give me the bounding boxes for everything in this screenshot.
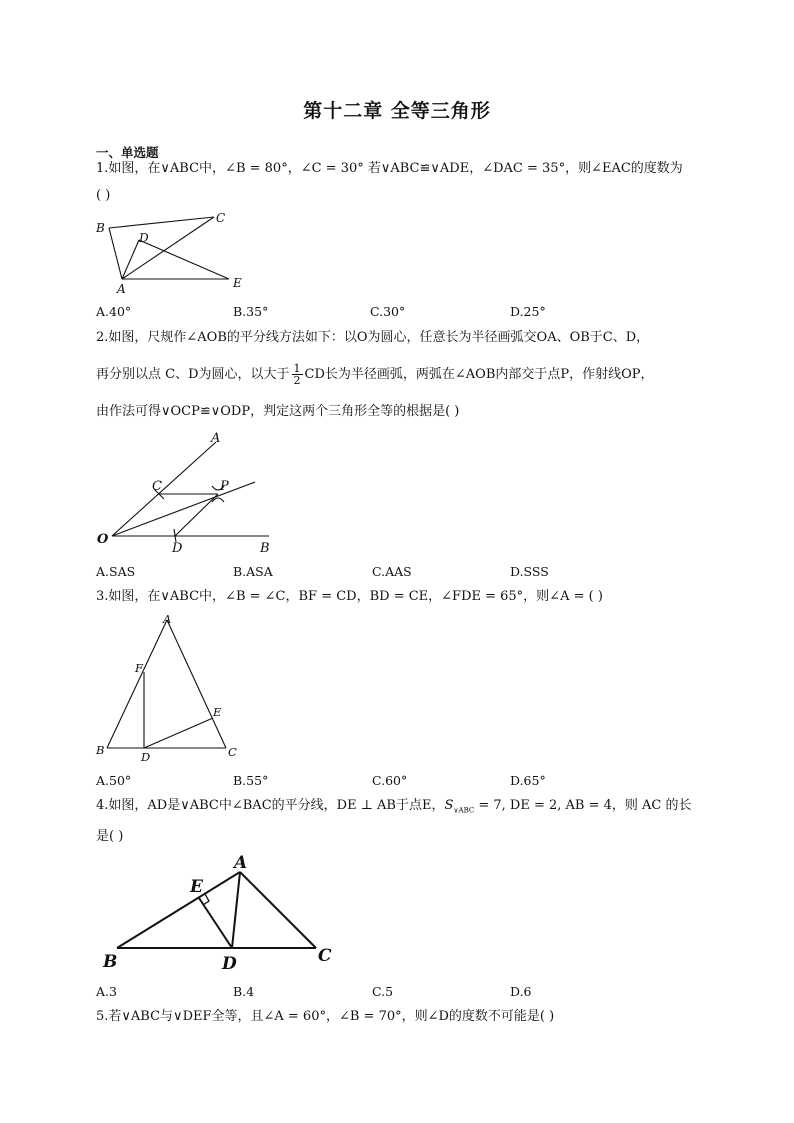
question-2-line-3: 由作法可得∨OCP≌∨ODP，判定这两个三角形全等的根据是( ): [96, 404, 460, 419]
label-a: A: [117, 282, 126, 296]
question-2-line-2-start: 再分别以点 C、D为圆心，以大于: [96, 367, 290, 382]
label-b: B: [260, 541, 270, 556]
option-2d[interactable]: D.SSS: [510, 564, 549, 579]
question-5-text: 5.若∨ABC与∨DEF全等，且∠A = 60°，∠B = 70°，则∠D的度数不可能是( ): [96, 1009, 555, 1024]
question-2-line-2: [96, 363, 716, 386]
label-a: A: [234, 853, 248, 873]
question-4-line-2: 是( ): [96, 829, 124, 844]
label-d: D: [139, 231, 149, 245]
label-e: E: [233, 276, 242, 290]
label-e: E: [213, 705, 222, 719]
label-b: B: [96, 743, 105, 757]
segment-ed: [199, 898, 232, 948]
segment-ba: [117, 872, 240, 948]
label-b: B: [96, 221, 105, 235]
option-1b[interactable]: B.35°: [233, 304, 269, 319]
option-1d[interactable]: D.25°: [510, 304, 546, 319]
segment-ba: [109, 228, 122, 279]
option-2a[interactable]: A.SAS: [96, 564, 136, 579]
question-2-figure: [92, 428, 292, 558]
fraction-denominator: 2: [293, 374, 301, 387]
question-3-text: 3.如图，在∨ABC中，∠B = ∠C，BF = CD，BD = CE，∠FDE = 65°，则∠A = ( ): [96, 589, 603, 604]
option-2b[interactable]: B.ASA: [233, 564, 273, 579]
label-e: E: [190, 877, 203, 897]
question-4-line-1-end: = 7, DE = 2, AB = 4，则 AC 的长: [474, 798, 692, 813]
option-1a[interactable]: A.40°: [96, 304, 132, 319]
segment-ac: [240, 872, 316, 948]
area-symbol: S: [444, 798, 454, 813]
label-d: D: [172, 541, 183, 556]
question-1-paren: ( ): [96, 188, 111, 203]
question-4-line-1: [96, 797, 716, 820]
option-4b[interactable]: B.4: [233, 984, 255, 999]
question-3-figure: [92, 610, 252, 765]
label-d: D: [141, 750, 151, 764]
label-c: C: [152, 479, 162, 494]
option-3c[interactable]: C.60°: [372, 773, 408, 788]
right-angle-mark: [203, 894, 209, 905]
question-4-figure: [92, 848, 352, 978]
question-4-line-1-start: 4.如图，AD是∨ABC中∠BAC的平分线，DE ⊥ AB于点E，: [96, 798, 445, 813]
label-d: D: [222, 954, 237, 974]
segment-ad: [232, 872, 240, 948]
option-4d[interactable]: D.6: [510, 984, 532, 999]
fraction-one-half: [292, 363, 303, 386]
question-2-line-2-end: CD长为半径画弧，两弧在∠AOB内部交于点P，作射线OP，: [304, 367, 654, 382]
question-2-line-1: 2.如图，尺规作∠AOB的平分线方法如下：以O为圆心，任意长为半径画弧交OA、OB于C、D，: [96, 330, 650, 345]
label-c: C: [216, 211, 226, 225]
segment-ac: [167, 620, 226, 748]
label-p: P: [220, 479, 229, 494]
area-subscript: ∨ABC: [453, 806, 475, 815]
section-heading: 一、单选题: [96, 145, 159, 160]
option-3a[interactable]: A.50°: [96, 773, 132, 788]
label-f: F: [135, 661, 143, 675]
option-2c[interactable]: C.AAS: [372, 564, 412, 579]
question-1-text: 1.如图，在∨ABC中，∠B = 80°，∠C = 30° 若∨ABC≌∨ADE，∠DAC = 35°，则∠EAC的度数为: [96, 161, 683, 176]
label-c: C: [318, 946, 332, 966]
option-1c[interactable]: C.30°: [370, 304, 406, 319]
label-c: C: [228, 745, 237, 759]
segment-bc: [109, 217, 214, 228]
page-title: 第十二章 全等三角形: [303, 100, 491, 122]
segment-de: [139, 240, 229, 279]
option-3b[interactable]: B.55°: [233, 773, 269, 788]
segment-ab: [107, 620, 167, 748]
ray-oa: [112, 442, 216, 536]
label-a: A: [211, 431, 221, 446]
option-4c[interactable]: C.5: [372, 984, 394, 999]
label-b: B: [103, 952, 118, 972]
fraction-numerator: 1: [293, 362, 301, 375]
option-3d[interactable]: D.65°: [510, 773, 546, 788]
label-a: A: [163, 612, 172, 626]
segment-dp: [175, 494, 218, 536]
option-4a[interactable]: A.3: [96, 984, 117, 999]
label-o: O: [97, 532, 109, 547]
question-1-figure: [92, 207, 262, 299]
segment-de: [144, 718, 213, 748]
